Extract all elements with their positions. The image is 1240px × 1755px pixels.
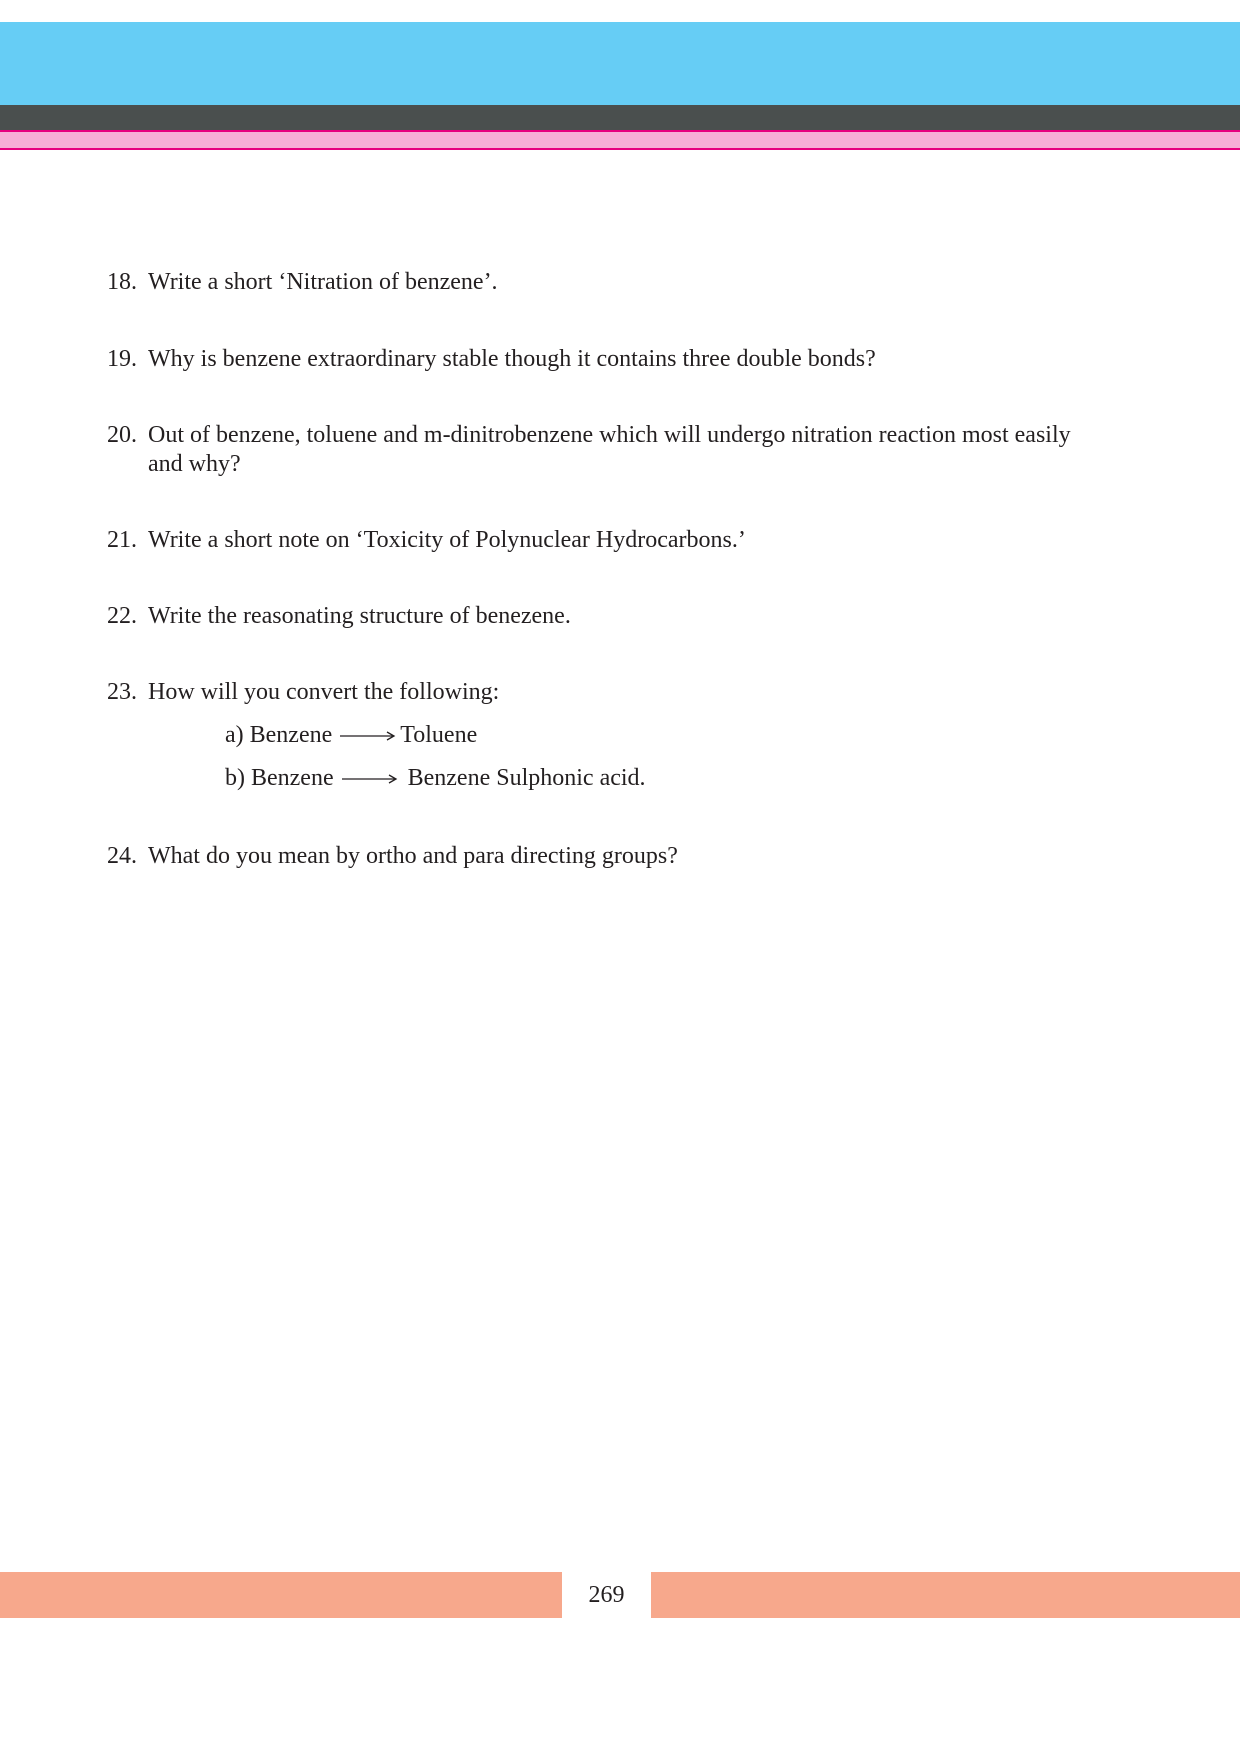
footer-band-left [0, 1572, 562, 1618]
question-21 [107, 526, 1107, 555]
question-text: Write a short note on ‘Toxicity of Polynuclear Hydrocarbons.’ [148, 527, 746, 553]
question-22 [107, 602, 1107, 631]
question-24 [107, 842, 1107, 871]
conversion-a [225, 721, 477, 750]
conversion-reactant: a) Benzene [225, 722, 333, 748]
question-text: Write the reasonating structure of benezene. [148, 603, 571, 629]
question-19 [107, 345, 1107, 374]
question-number: 20. [107, 422, 137, 448]
question-text: How will you convert the following: [148, 679, 500, 705]
conversion-reactant: b) Benzene [225, 765, 334, 791]
right-arrow-icon [342, 773, 398, 785]
conversion-product: Toluene [400, 722, 478, 748]
question-number: 18. [107, 269, 137, 295]
header-pink-band [0, 130, 1240, 150]
question-number: 22. [107, 603, 137, 629]
question-number: 24. [107, 843, 137, 869]
question-23 [107, 678, 1107, 707]
conversion-b [225, 764, 646, 793]
question-number: 21. [107, 527, 137, 553]
header-dark-band [0, 105, 1240, 130]
question-20 [107, 421, 1107, 479]
header-blue-band [0, 22, 1240, 105]
question-text: Why is benzene extraordinary stable though it contains three double bonds? [148, 346, 876, 372]
question-text: What do you mean by ortho and para directing groups? [148, 843, 678, 869]
footer-band-right [651, 1572, 1240, 1618]
conversion-product: Benzene Sulphonic acid. [407, 765, 646, 791]
question-number: 23. [107, 679, 137, 705]
question-text: Write a short ‘Nitration of benzene’. [148, 269, 498, 295]
question-number: 19. [107, 346, 137, 372]
page-number: 269 [588, 1582, 625, 1608]
right-arrow-icon [340, 730, 396, 742]
question-18 [107, 268, 1107, 297]
question-text: Out of benzene, toluene and m-dinitrobenzene which will undergo nitration reaction most easily and why? [148, 422, 1071, 477]
